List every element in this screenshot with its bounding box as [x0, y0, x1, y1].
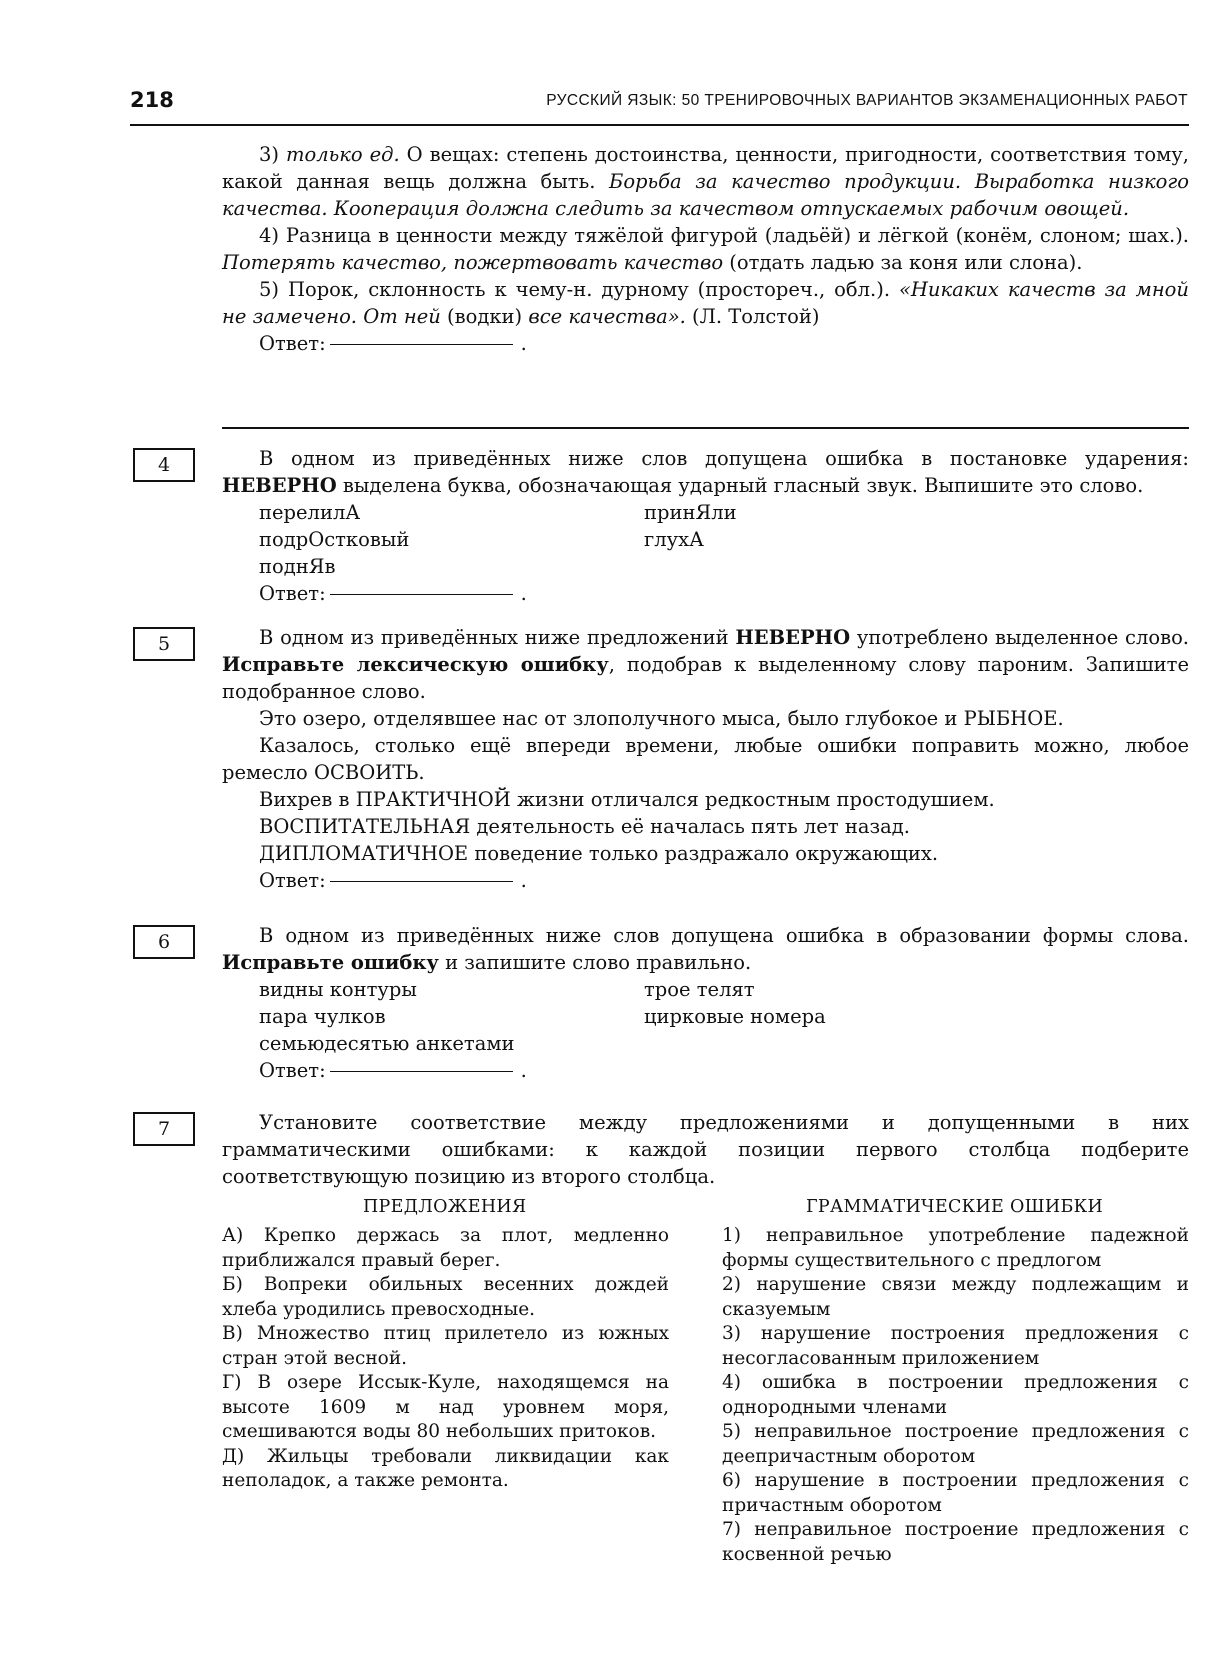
word-option: семьюдесятью анкетами	[259, 1032, 515, 1055]
error-item: 3) нарушение построения предложения с несогласованным приложением	[722, 1323, 1189, 1369]
column-header-errors: ГРАММАТИЧЕСКИЕ ОШИБКИ	[806, 1197, 1104, 1217]
task6-instruction: В одном из приведённых ниже слов допущена ошибка в образовании формы слова. Исправьте ошибку и запишите слово правильно.	[222, 924, 1189, 974]
task5-instruction: В одном из приведённых ниже предложений НЕВЕРНО употреблено выделенное слово. Исправьте лексическую ошибку, подобрав к выделенному слову пароним. Запишите подобранное слово.	[222, 626, 1190, 703]
word-row	[222, 553, 1189, 580]
word-row	[222, 976, 1189, 1003]
sentence-item: Г) В озере Иссык-Куле, находящемся на высоте 1609 м над уровнем моря, смешиваются воды 80 небольших притоков.	[222, 1372, 669, 1442]
task3-continuation	[222, 141, 1189, 357]
task6	[222, 922, 1189, 1084]
task-number-box: 5	[133, 627, 195, 661]
word-row	[222, 1003, 1189, 1030]
word-option: видны контуры	[259, 978, 417, 1001]
task-number-box: 7	[133, 1112, 195, 1146]
definition-3: 3) только ед. О вещах: степень достоинства, ценности, пригодности, соответствия тому, какой данная вещь должна быть. Борьба за качество продукции. Выработка низкого качества. Кооперация должна следить за качеством отпускаемых рабочим овощей.	[222, 143, 1190, 220]
word-option: поднЯв	[259, 555, 336, 578]
task-number-box: 4	[133, 448, 195, 482]
error-item: 5) неправильное построение предложения с деепричастным оборотом	[722, 1421, 1189, 1467]
word-option: глухА	[644, 528, 704, 551]
sentence: Казалось, столько ещё впереди времени, любые ошибки поправить можно, любое ремесло ОСВОИТЬ.	[222, 734, 1189, 784]
definition-5: 5) Порок, склонность к чему-н. дурному (простореч., обл.). «Никаких качеств за мной не замечено. От ней (водки) все качества». (Л. Толстой)	[222, 278, 1189, 328]
answer-line: Ответ: .	[259, 1059, 527, 1082]
column-header-sentences: ПРЕДЛОЖЕНИЯ	[363, 1197, 527, 1217]
page-number: 218	[130, 88, 174, 112]
word-option: цирковые номера	[644, 1005, 826, 1028]
sentence-item: В) Множество птиц прилетело из южных стран этой весной.	[222, 1323, 669, 1369]
sentence-item: Б) Вопреки обильных весенних дождей хлеба уродились превосходные.	[222, 1274, 669, 1320]
task4-instruction: В одном из приведённых ниже слов допущена ошибка в постановке ударения: НЕВЕРНО выделена буква, обозначающая ударный гласный звук. Выпишите это слово.	[222, 447, 1189, 497]
task7-text: Установите соответствие между предложениями и допущенными в них грамматическими ошибками: к каждой позиции первого столбца подберите соответствующую позицию из второго столбца.	[222, 1111, 1189, 1188]
word-row	[222, 1030, 1189, 1057]
sentence-item: А) Крепко держась за плот, медленно приближался правый берег.	[222, 1225, 669, 1271]
error-item: 1) неправильное употребление падежной формы существительного с предлогом	[722, 1225, 1189, 1271]
sentence: Вихрев в ПРАКТИЧНОЙ жизни отличался редкостным простодушием.	[259, 788, 995, 811]
answer-blank[interactable]	[330, 880, 513, 882]
error-item: 2) нарушение связи между подлежащим и сказуемым	[722, 1274, 1189, 1320]
section-divider	[222, 427, 1189, 429]
error-item: 6) нарушение в построении предложения с причастным оборотом	[722, 1470, 1189, 1516]
word-row	[222, 526, 1189, 553]
word-option: принЯли	[644, 501, 737, 524]
error-item: 4) ошибка в построении предложения с однородными членами	[722, 1372, 1189, 1418]
sentence-item: Д) Жильцы требовали ликвидации как неполадок, а также ремонта.	[222, 1445, 669, 1491]
sentence: Это озеро, отделявшее нас от злополучного мыса, было глубокое и РЫБНОЕ.	[259, 707, 1064, 730]
answer-blank[interactable]	[330, 343, 513, 345]
task7-instruction	[222, 1109, 1189, 1190]
answer-line: Ответ: .	[259, 582, 527, 605]
errors-column	[722, 1224, 1189, 1567]
sentences-column	[222, 1224, 669, 1494]
word-option: трое телят	[644, 978, 755, 1001]
sentence: ВОСПИТАТЕЛЬНАЯ деятельность её началась пять лет назад.	[259, 815, 910, 838]
header-rule	[130, 124, 1189, 126]
answer-blank[interactable]	[330, 593, 513, 595]
running-title: РУССКИЙ ЯЗЫК: 50 ТРЕНИРОВОЧНЫХ ВАРИАНТОВ ЭКЗАМЕНАЦИОННЫХ РАБОТ	[546, 92, 1188, 109]
answer-line: Ответ: .	[259, 332, 527, 355]
answer-blank[interactable]	[330, 1070, 513, 1072]
word-row	[222, 499, 1189, 526]
task4	[222, 445, 1189, 607]
definition-4: 4) Разница в ценности между тяжёлой фигурой (ладьёй) и лёгкой (конём, слоном; шах.). Потерять качество, пожертвовать качество (отдать ладью за коня или слона).	[222, 224, 1189, 274]
word-option: подрОстковый	[259, 528, 410, 551]
answer-line: Ответ: .	[259, 869, 527, 892]
task5	[222, 624, 1189, 894]
word-option: перелилА	[259, 501, 361, 524]
sentence: ДИПЛОМАТИЧНОЕ поведение только раздражало окружающих.	[259, 842, 939, 865]
task-number-box: 6	[133, 925, 195, 959]
error-item: 7) неправильное построение предложения с косвенной речью	[722, 1519, 1189, 1565]
word-option: пара чулков	[259, 1005, 386, 1028]
